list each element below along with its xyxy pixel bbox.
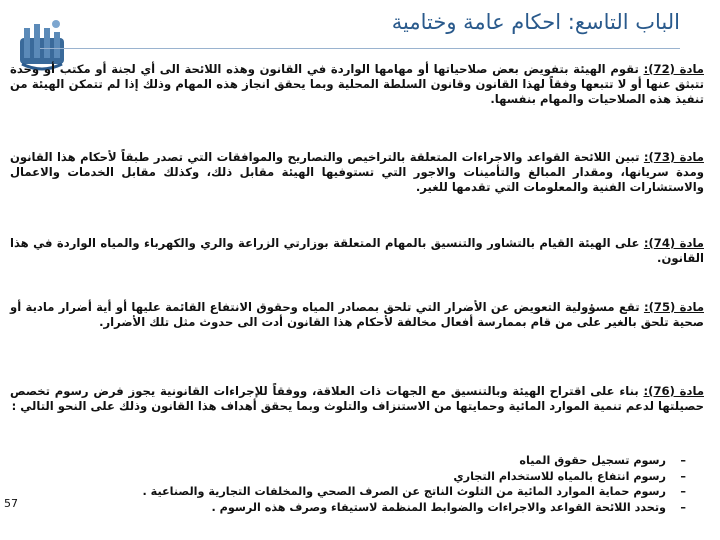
article-label: مادة (72): xyxy=(643,62,704,76)
list-item: – رسوم حماية الموارد المائية من التلوث الناتج عن الصرف الصحي والمخلفات التجارية والصناعية . xyxy=(70,484,690,500)
article-75 xyxy=(10,300,704,330)
article-label: مادة (74): xyxy=(643,236,704,250)
article-74 xyxy=(10,236,704,266)
article-text: تقوم الهيئة بتفويض بعض صلاحياتها أو مهامها الواردة في القانون وهذه اللائحة الى أي لجنة أو مكتب أو وحدة تتبثق عنها أو لا تتبعها وفقاً لهذا القانون وقانون السلطة المحلية وبما يحقق انجاز هذه المهام وذلك إذا لم تتمكن الهيئة من تنفيذ هذه الصلاحيات والمهام بنفسها. xyxy=(10,62,704,106)
fees-list xyxy=(70,453,690,515)
page-title: الباب التاسع: احكام عامة وختامية xyxy=(391,10,680,34)
article-text: بناء على اقتراح الهيئة وبالتنسيق مع الجهات ذات العلاقة، ووفقاً للإجراءات القانونية يجوز فرض رسوم تخصص حصيلتها لدعم تنمية الموارد المائية وحمايتها من الاستنزاف والتلوث وبما يحقق أهداف هذا القانون وذلك على النحو التالي : xyxy=(10,384,704,413)
article-label: مادة (73): xyxy=(643,150,704,164)
article-76 xyxy=(10,384,704,414)
list-item: – رسوم تسجيل حقوق المياه xyxy=(70,453,690,469)
article-label: مادة (75): xyxy=(643,300,704,314)
page-number: 57 xyxy=(4,497,18,510)
article-72 xyxy=(10,62,704,107)
article-label: مادة (76): xyxy=(643,384,704,398)
title-divider xyxy=(40,48,680,49)
article-text: تقع مسؤولية التعويض عن الأضرار التي تلحق بمصادر المياه وحقوق الانتفاع القائمة عليها أو أية أضرار مادية أو صحية تلحق بالغير على من قام بممارسة أفعال مخالفة لأحكام هذا القانون أدت الى حدوث مثل تلك الأضرار. xyxy=(10,300,704,329)
article-73 xyxy=(10,150,704,195)
list-item: – وتحدد اللائحة القواعد والاجراءات والضوابط المنظمة لاستيفاء وصرف هذه الرسوم . xyxy=(70,500,690,516)
article-text: تبين اللائحة القواعد والاجراءات المتعلقة بالتراخيص والتصاريح والموافقات التي تصدر طبقاً لأحكام هذا القانون ومدة سريانها، ومقدار المبالغ والتأمينات والاجور التي تستوفيها الهيئة مقابل ذلك، وكذلك مقابل الخدمات والاعمال والاستشارات الفنية والمعلومات التي تقدمها للغير. xyxy=(10,150,704,194)
article-text: على الهيئة القيام بالتشاور والتنسيق بالمهام المتعلقة بوزارتي الزراعة والري والكهرباء والمياه الواردة في هذا القانون. xyxy=(10,236,704,265)
list-item: – رسوم انتفاع بالمياه للاستخدام التجاري xyxy=(70,469,690,485)
